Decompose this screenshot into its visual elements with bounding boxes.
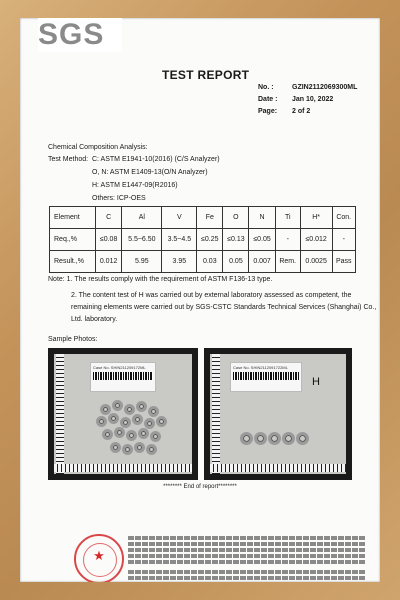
table-cell: ≤0.25 [197, 229, 223, 251]
table-cell: Con. [332, 207, 356, 229]
ruler-icon [54, 464, 192, 472]
washer-icon [126, 430, 137, 441]
table-cell: 3.5~4.5 [162, 229, 197, 251]
table-cell: - [275, 229, 300, 251]
table-cell: ≤0.05 [249, 229, 275, 251]
table-cell: 0.0025 [300, 251, 332, 273]
table-cell: Rem. [275, 251, 300, 273]
table-cell: C [96, 207, 122, 229]
table-cell: H* [300, 207, 332, 229]
washer-icon [146, 444, 157, 455]
table-cell: Fe [197, 207, 223, 229]
table-cell: Req.,% [50, 229, 96, 251]
sgs-logo: SGS [38, 18, 122, 52]
table-cell: V [162, 207, 197, 229]
barcode-icon [93, 372, 153, 380]
note-2-line-3: Ltd. laboratory. [71, 316, 118, 323]
legal-footer [128, 536, 366, 582]
table-cell: 0.05 [223, 251, 249, 273]
table-cell: Al [122, 207, 162, 229]
note-2-line-2: remaining elements were carried out by SGS-CSTC Standards Technical Services (Shanghai) Co., [71, 304, 377, 311]
washer-icon [134, 442, 145, 453]
table-cell: - [332, 229, 356, 251]
table-cell: 0.03 [197, 251, 223, 273]
star-icon: ★ [93, 548, 105, 563]
washer-icon [254, 432, 267, 445]
sample-label-card: Case No. SHIN2112091722ML [230, 362, 302, 392]
washer-icon [150, 431, 161, 442]
table-cell: Pass [332, 251, 356, 273]
washer-icon [96, 416, 107, 427]
washer-icon [132, 414, 143, 425]
test-method-c: C: ASTM E1941-10(2016) (C/S Analyzer) [92, 156, 220, 163]
washer-icon [102, 429, 113, 440]
washer-icon [136, 401, 147, 412]
sample-photo-right [204, 348, 352, 480]
washer-icon [112, 400, 123, 411]
table-cell: ≤0.13 [223, 229, 249, 251]
table-cell: 5.95 [122, 251, 162, 273]
washer-icon [268, 432, 281, 445]
test-method-others: Others: ICP-OES [92, 195, 146, 202]
note-2-line-1: 2. The content test of H was carried out by external laboratory assessed as competent, the [71, 292, 352, 299]
washer-icon [110, 442, 121, 453]
test-method-label: Test Method: [48, 156, 89, 163]
sample-h-tag: H [312, 376, 320, 388]
table-cell: 3.95 [162, 251, 197, 273]
table-cell: ≤0.08 [96, 229, 122, 251]
analysis-heading: Chemical Composition Analysis: [48, 144, 148, 151]
table-cell: O [223, 207, 249, 229]
table-header-row [50, 207, 356, 229]
note-1: Note: 1. The results comply with the requirement of ASTM F136-13 type. [48, 276, 273, 283]
table-cell: Result.,% [50, 251, 96, 273]
washer-icon [240, 432, 253, 445]
ruler-icon [210, 464, 346, 472]
sample-photo-left [48, 348, 198, 480]
table-cell: Element [50, 207, 96, 229]
composition-table [49, 206, 356, 273]
test-method-on: O, N: ASTM E1409-13(O/N Analyzer) [92, 169, 208, 176]
table-row [50, 229, 356, 251]
washer-icon [156, 416, 167, 427]
table-cell: Ti [275, 207, 300, 229]
table-row [50, 251, 356, 273]
washer-icon [296, 432, 309, 445]
washer-icon [120, 417, 131, 428]
table-cell: N [249, 207, 275, 229]
table-cell: 0.007 [249, 251, 275, 273]
washer-icon [282, 432, 295, 445]
washer-icon [124, 404, 135, 415]
washer-icon [144, 418, 155, 429]
sample-label-card: Case No. SHIN211209172ML [90, 362, 156, 392]
washer-icon [122, 444, 133, 455]
ruler-icon [212, 354, 220, 474]
washer-icon [148, 406, 159, 417]
report-meta [258, 84, 357, 120]
ruler-icon [56, 354, 64, 474]
table-cell: 5.5~6.50 [122, 229, 162, 251]
official-seal-stamp [74, 534, 124, 582]
table-cell: ≤0.012 [300, 229, 332, 251]
test-method-h: H: ASTM E1447-09(R2016) [92, 182, 178, 189]
table-cell: 0.012 [96, 251, 122, 273]
report-page [20, 18, 380, 582]
meta-date: Date : Jan 10, 2022 [258, 96, 334, 103]
meta-report-number: No. : GZIN2112069300ML [258, 84, 358, 91]
report-title: TEST REPORT [162, 68, 250, 82]
washer-icon [138, 428, 149, 439]
washer-icon [108, 413, 119, 424]
washer-icon [114, 427, 125, 438]
barcode-icon [233, 372, 299, 380]
meta-page: Page: 2 of 2 [258, 108, 311, 115]
end-of-report: ******** End of report******** [163, 484, 237, 490]
sample-photos-heading: Sample Photos: [48, 336, 98, 343]
